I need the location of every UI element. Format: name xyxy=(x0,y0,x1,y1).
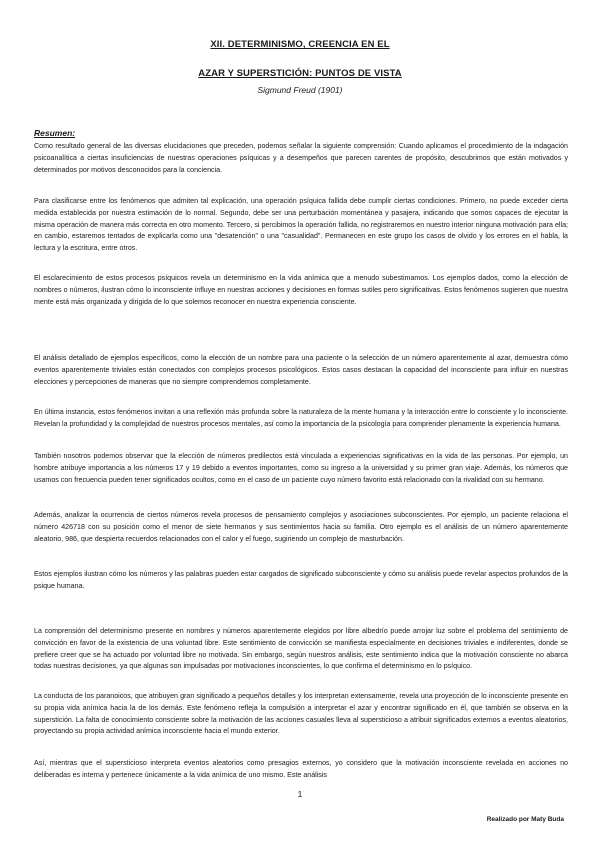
credit-footer: Realizado por Maty Buda xyxy=(486,816,564,823)
title-line-1: XII. DETERMINISMO, CREENCIA EN EL xyxy=(210,39,390,50)
title-line-2: AZAR Y SUPERSTICIÓN: PUNTOS DE VISTA xyxy=(198,68,402,79)
paragraph: Para clasificarse entre los fenómenos que admiten tal explicación, una operación psíquica fallida debe cumplir ciertas condiciones. Primero, no puede exceder cierta medida establecida por nuestra estimación de lo normal. Segundo, debe ser una perturbación momentánea y pasajera, indicando que somos capaces de ejecutar la misma operación de manera más correcta en otro momento. Tercero, si percibimos la operación fallida, no registraremos en nuestro interior ninguna motivación para ella; en cambio, estaremos tentados de explicarla como una "desatención" o una "casualidad". Permanecen en este grupo los casos de olvido y los errores en el habla, la lectura y la escritura, entre otros. xyxy=(34,197,568,253)
paragraph: La conducta de los paranoicos, que atribuyen gran significado a pequeños detalles y los interpretan extensamente, revela una proyección de lo inconsciente presente en su propia vida anímica hacia la de los demás. Este fenómeno refleja la compulsión a interpretar el azar y encontrar significado en él, que también se observa en la superstición. La falta de conocimiento consciente sobre la motivación de las acciones casuales lleva al supersticioso a atribuir significados externos a eventos aleatorios, proyectando su propia actividad anímica inconsciente hacia el mundo exterior. xyxy=(34,692,568,736)
paragraph: El esclarecimiento de estos procesos psíquicos revela un determinismo en la vida anímica que a menudo subestimamos. Los ejemplos dados, como la elección de nombres o números, ilustran cómo lo inconsciente influye en nuestras acciones y decisiones en formas sutiles pero significativas. Estos fenómenos sugieren que nuestra mente está más organizada y dirigida de lo que solemos reconocer en nuestra experiencia consciente. xyxy=(34,274,568,306)
page-number: 1 xyxy=(297,789,303,799)
paragraph: Además, analizar la ocurrencia de ciertos números revela procesos de pensamiento complejos y asociaciones subconscientes. Por ejemplo, un paciente relaciona el número 426718 con su posición como el menor de siete hermanos y sus sentimientos hacia su familia. Otro ejemplo es el análisis de un número aparentemente aleatorio, 986, que despierta recuerdos relacionados con el calor y el fuego, sugiriendo un complejo de masturbación. xyxy=(34,511,568,543)
paragraph: Estos ejemplos ilustran cómo los números y las palabras pueden estar cargados de significado subconsciente y cómo su análisis puede revelar aspectos profundos de la psique humana. xyxy=(34,570,568,590)
paragraph: En última instancia, estos fenómenos invitan a una reflexión más profunda sobre la naturaleza de la mente humana y la interacción entre lo consciente y lo inconsciente. Revelan la profundidad y la complejidad de nuestros procesos mentales, así como la importancia de la psicología para comprender plenamente la experiencia humana. xyxy=(34,408,568,428)
author-line: Sigmund Freud (1901) xyxy=(257,85,343,95)
paragraph: Así, mientras que el supersticioso interpreta eventos aleatorios como presagios externos, yo considero que la motivación inconsciente revelada en acciones no deliberadas es interna y pertenece únicamente a la vida anímica de uno mismo. Este análisis xyxy=(34,759,568,779)
paragraph: Como resultado general de las diversas elucidaciones que preceden, podemos señalar la siguiente comprensión: Cuando aplicamos el procedimiento de la indagación psicoanalítica a ciertas insuficiencias de nuestras operaciones psíquicas y a desempeños que parecen carentes de propósito, descubrimos que están motivados y determinados por motivos desconocidos para la conciencia. xyxy=(34,142,568,174)
section-heading: Resumen: xyxy=(34,128,76,138)
paragraph: El análisis detallado de ejemplos específicos, como la elección de un nombre para una paciente o la selección de un número aparentemente al azar, demuestra cómo eventos aparentemente triviales están conectados con complejos procesos psicológicos. Estos casos destacan la capacidad del inconsciente para influir en nuestras elecciones y percepciones de maneras que no siempre comprendemos completamente. xyxy=(34,354,568,386)
paragraph: También nosotros podemos observar que la elección de números predilectos está vinculada a experiencias significativas en la vida de las personas. Por ejemplo, un hombre atribuye importancia a los números 17 y 19 debido a eventos importantes, como su ingreso a la universidad y su primer gran viaje. Además, los números que usamos con frecuencia pueden tener significados ocultos, como en el caso de un paciente cuyo número favorito está relacionado con la rivalidad con su hermano. xyxy=(34,452,568,484)
paragraph: La comprensión del determinismo presente en nombres y números aparentemente elegidos por libre albedrío puede arrojar luz sobre el problema del sentimiento de convicción en favor de la existencia de una voluntad libre. Este sentimiento de convicción se manifiesta especialmente en decisiones triviales e indiferentes, donde se prefiere creer que se ha actuado por voluntad libre no motivada. Sin embargo, según nuestros análisis, este sentimiento indica que la motivación consciente no abarca todas nuestras decisiones, ya que algunas son impulsadas por motivaciones inconscientes, lo que confirma el determinismo en lo psíquico. xyxy=(34,627,568,671)
